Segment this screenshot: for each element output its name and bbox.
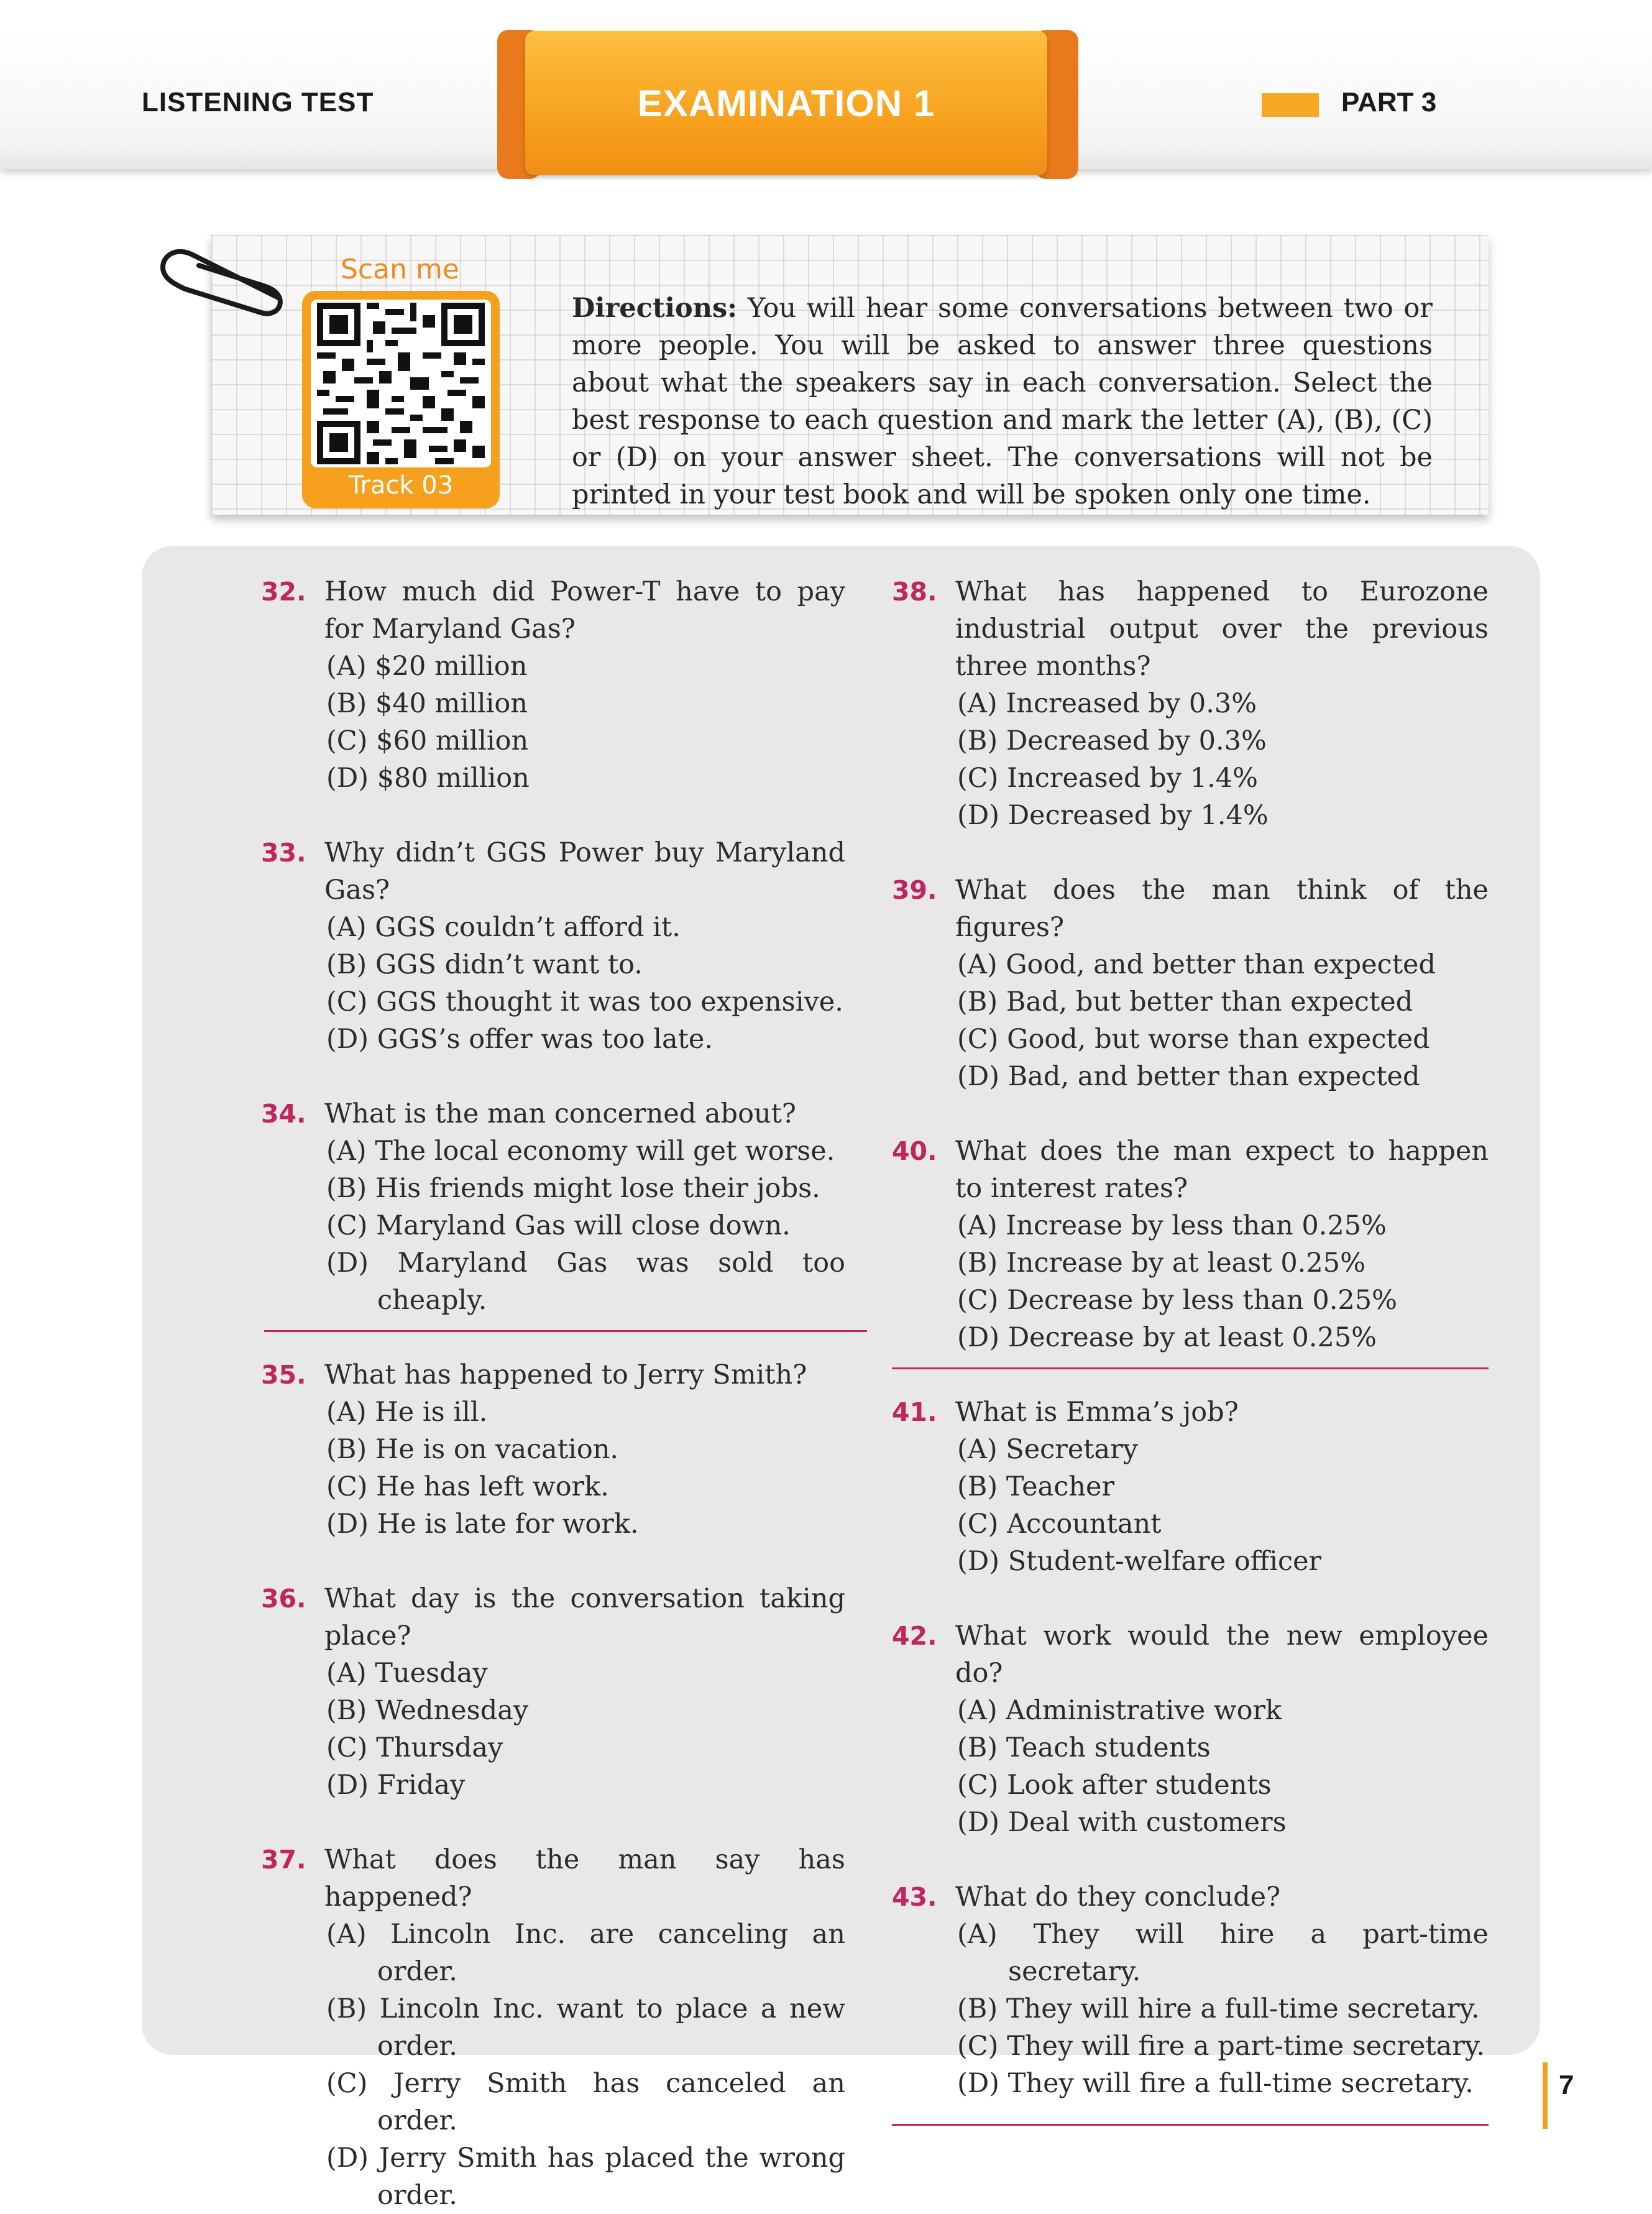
- option-a[interactable]: (A) Increase by less than 0.25%: [957, 1210, 1387, 1241]
- section-label: LISTENING TEST: [142, 87, 374, 117]
- option-c[interactable]: (C) Maryland Gas will close down.: [326, 1210, 791, 1241]
- question-number: 34.: [261, 1099, 306, 1129]
- option-c[interactable]: (C) He has left work.: [326, 1471, 609, 1502]
- option-b[interactable]: (B) Teach students: [957, 1732, 1211, 1763]
- track-label: Track 03: [348, 471, 454, 500]
- option-a[interactable]: (A) Lincoln Inc. are canceling an order.: [326, 1919, 845, 1987]
- option-d[interactable]: (D) Jerry Smith has placed the wrong order.: [326, 2143, 845, 2211]
- question-32: [261, 573, 845, 797]
- option-b[interactable]: (B) Wednesday: [326, 1695, 529, 1726]
- scan-label: Scan me: [341, 254, 459, 285]
- page-number-bar: [1543, 2062, 1548, 2129]
- question-43: [892, 1878, 1489, 2102]
- page-title: EXAMINATION 1: [637, 83, 935, 124]
- question-36: [261, 1580, 845, 1804]
- directions-text: [572, 290, 1433, 513]
- question-number: 42.: [892, 1621, 937, 1651]
- page-number: 7: [1559, 2070, 1574, 2100]
- question-stem: What work would the new employee do?: [955, 1620, 1489, 1689]
- option-d[interactable]: (D) Friday: [326, 1770, 466, 1801]
- question-stem: Why didn’t GGS Power buy Maryland Gas?: [324, 837, 845, 906]
- part-marker: [1262, 93, 1319, 117]
- option-c[interactable]: (C) Increased by 1.4%: [957, 763, 1258, 794]
- question-column-right: [892, 573, 1489, 2126]
- option-d[interactable]: (D) He is late for work.: [326, 1509, 639, 1540]
- question-stem: How much did Power-T have to pay for Maryland Gas?: [324, 576, 845, 645]
- question-33: [261, 834, 845, 1058]
- question-number: 36.: [261, 1584, 306, 1614]
- option-d[interactable]: (D) Decreased by 1.4%: [957, 800, 1269, 831]
- question-stem: What day is the conversation taking place?: [324, 1583, 845, 1651]
- question-number: 37.: [261, 1845, 306, 1875]
- question-41: [892, 1394, 1489, 1580]
- option-b[interactable]: (B) Increase by at least 0.25%: [957, 1247, 1365, 1279]
- option-c[interactable]: (C) Jerry Smith has canceled an order.: [326, 2068, 845, 2136]
- option-b[interactable]: (B) $40 million: [326, 688, 528, 719]
- question-number: 33.: [261, 838, 306, 868]
- option-c[interactable]: (C) Good, but worse than expected: [957, 1024, 1430, 1055]
- question-stem: What has happened to Jerry Smith?: [324, 1359, 807, 1390]
- option-d[interactable]: (D) Deal with customers: [957, 1807, 1287, 1838]
- option-b[interactable]: (B) They will hire a full-time secretary.: [957, 1993, 1480, 2024]
- question-column-left: [261, 573, 845, 2214]
- question-stem: What is Emma’s job?: [955, 1397, 1239, 1428]
- question-stem: What does the man think of the figures?: [955, 875, 1489, 943]
- option-d[interactable]: (D) Decrease by at least 0.25%: [957, 1322, 1377, 1353]
- question-38: [892, 573, 1489, 834]
- option-c[interactable]: (C) Look after students: [957, 1770, 1272, 1801]
- option-a[interactable]: (A) The local economy will get worse.: [326, 1136, 835, 1167]
- question-stem: What has happened to Eurozone industrial output over the previous three months?: [955, 576, 1489, 682]
- option-d[interactable]: (D) Bad, and better than expected: [957, 1061, 1420, 1092]
- option-a[interactable]: (A) Good, and better than expected: [957, 949, 1436, 980]
- option-d[interactable]: (D) GGS’s offer was too late.: [326, 1024, 714, 1055]
- option-b[interactable]: (B) Teacher: [957, 1471, 1115, 1502]
- option-d[interactable]: (D) $80 million: [326, 763, 530, 794]
- question-number: 32.: [261, 577, 306, 607]
- option-c[interactable]: (C) GGS thought it was too expensive.: [326, 986, 843, 1017]
- question-stem: What do they conclude?: [955, 1881, 1281, 1913]
- qr-code-icon[interactable]: [317, 303, 485, 464]
- option-c[interactable]: (C) Accountant: [957, 1509, 1162, 1540]
- option-a[interactable]: (A) Tuesday: [326, 1658, 488, 1689]
- group-divider: [892, 2124, 1489, 2126]
- option-a[interactable]: (A) Increased by 0.3%: [957, 688, 1257, 719]
- question-34: [261, 1095, 845, 1319]
- option-b[interactable]: (B) Bad, but better than expected: [957, 986, 1413, 1017]
- question-stem: What does the man say has happened?: [324, 1844, 845, 1913]
- option-a[interactable]: (A) He is ill.: [326, 1397, 488, 1428]
- paperclip-icon: [155, 239, 289, 317]
- question-40: [892, 1132, 1489, 1356]
- option-a[interactable]: (A) Administrative work: [957, 1695, 1282, 1726]
- option-c[interactable]: (C) Decrease by less than 0.25%: [957, 1285, 1398, 1316]
- option-b[interactable]: (B) GGS didn’t want to.: [326, 949, 643, 980]
- question-37: [261, 1841, 845, 2214]
- option-a[interactable]: (A) $20 million: [326, 651, 528, 682]
- question-stem: What does the man expect to happen to interest rates?: [955, 1136, 1489, 1204]
- question-number: 43.: [892, 1882, 937, 1912]
- option-d[interactable]: (D) Maryland Gas was sold too cheaply.: [326, 1247, 845, 1316]
- option-a[interactable]: (A) They will hire a part-time secretary.: [957, 1919, 1489, 1987]
- option-c[interactable]: (C) $60 million: [326, 725, 529, 756]
- option-b[interactable]: (B) He is on vacation.: [326, 1434, 619, 1465]
- option-b[interactable]: (B) His friends might lose their jobs.: [326, 1173, 820, 1204]
- question-number: 35.: [261, 1360, 306, 1390]
- question-number: 39.: [892, 875, 937, 905]
- option-c[interactable]: (C) They will fire a part-time secretary.: [957, 2031, 1485, 2062]
- question-number: 41.: [892, 1397, 937, 1427]
- question-39: [892, 871, 1489, 1095]
- question-number: 40.: [892, 1136, 937, 1166]
- question-35: [261, 1356, 845, 1543]
- option-d[interactable]: (D) Student-welfare officer: [957, 1546, 1322, 1577]
- directions-lead: Directions:: [572, 293, 738, 324]
- option-b[interactable]: (B) Lincoln Inc. want to place a new order.: [326, 1993, 845, 2062]
- question-stem: What is the man concerned about?: [324, 1098, 796, 1129]
- question-number: 38.: [892, 577, 937, 607]
- question-42: [892, 1617, 1489, 1841]
- option-d[interactable]: (D) They will fire a full-time secretary.: [957, 2068, 1474, 2099]
- part-label: PART 3: [1341, 87, 1437, 117]
- option-b[interactable]: (B) Decreased by 0.3%: [957, 725, 1267, 756]
- option-a[interactable]: (A) GGS couldn’t afford it.: [326, 912, 681, 943]
- option-c[interactable]: (C) Thursday: [326, 1732, 503, 1763]
- directions-body: You will hear some conversations between two or more people. You will be asked to answer three questions about what the speakers say in each conversation. Select the best response to each question and mark the letter (A), (B), (C) or (D) on your answer sheet. The conversations will not be printed in your test book and will be spoken only one time.: [572, 293, 1433, 510]
- option-a[interactable]: (A) Secretary: [957, 1434, 1139, 1465]
